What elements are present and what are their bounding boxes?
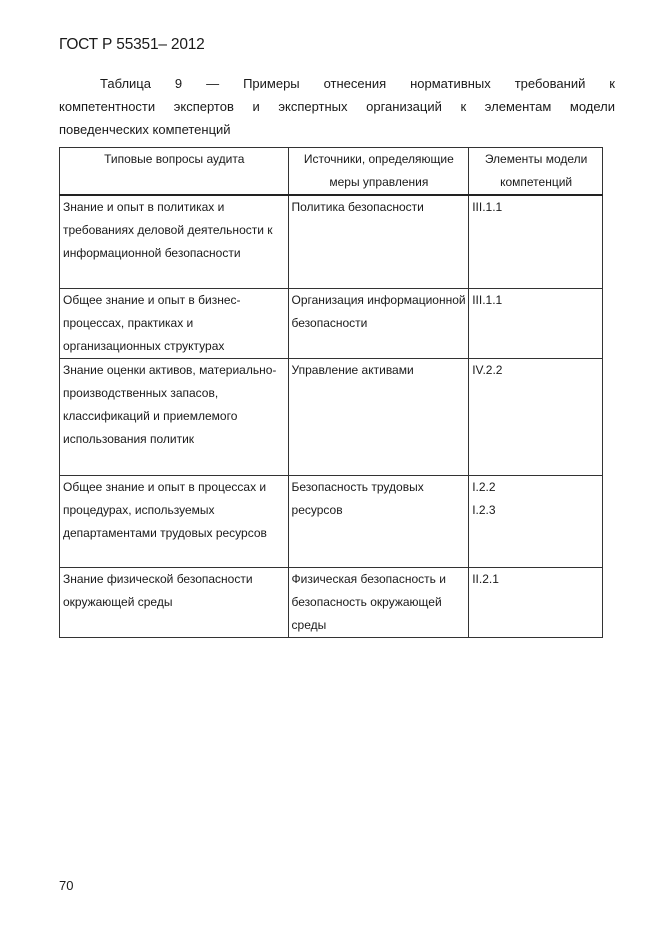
cell-source: Политика безопасности bbox=[288, 195, 469, 288]
table-row bbox=[60, 567, 603, 637]
table-caption bbox=[59, 72, 615, 141]
caption-line-2: компетентности экспертов и экспертных организаций к элементам модели bbox=[59, 99, 615, 114]
element-code: III.1.1 bbox=[472, 292, 503, 307]
column-header-audit-questions: Типовые вопросы аудита bbox=[60, 148, 289, 196]
cell-elements bbox=[469, 567, 603, 637]
document-header: ГОСТ Р 55351– 2012 bbox=[59, 36, 205, 53]
cell-question: Общее знание и опыт в бизнес-процессах, практиках и организационных структурах bbox=[60, 288, 289, 358]
cell-source: Организация информационной безопасности bbox=[288, 288, 469, 358]
cell-elements bbox=[469, 195, 603, 288]
element-code: I.2.2 bbox=[472, 479, 496, 494]
cell-question: Знание физической безопасности окружающей среды bbox=[60, 567, 289, 637]
caption-line-1: Таблица 9 — Примеры отнесения нормативных требований к bbox=[100, 76, 615, 91]
table-row bbox=[60, 475, 603, 567]
cell-elements bbox=[469, 358, 603, 475]
cell-question: Знание оценки активов, материально-производственных запасов, классификаций и приемлемого использования политик bbox=[60, 358, 289, 475]
competence-table bbox=[59, 147, 603, 638]
table-row bbox=[60, 288, 603, 358]
column-header-sources: Источники, определяющие меры управления bbox=[288, 148, 469, 196]
element-code: IV.2.2 bbox=[472, 362, 503, 377]
element-code: III.1.1 bbox=[472, 200, 503, 214]
cell-elements bbox=[469, 288, 603, 358]
cell-question: Общее знание и опыт в процессах и процедурах, используемых департаментами трудовых ресурсов bbox=[60, 475, 289, 567]
element-code: I.2.3 bbox=[472, 502, 496, 517]
cell-source: Управление активами bbox=[288, 358, 469, 475]
caption-line-3: поведенческих компетенций bbox=[59, 122, 231, 137]
cell-source: Физическая безопасность и безопасность окружающей среды bbox=[288, 567, 469, 637]
cell-elements bbox=[469, 475, 603, 567]
table-row bbox=[60, 358, 603, 475]
element-code: II.2.1 bbox=[472, 571, 499, 586]
column-header-model-elements: Элементы модели компетенций bbox=[469, 148, 603, 196]
page-number: 70 bbox=[59, 878, 74, 893]
cell-source: Безопасность трудовых ресурсов bbox=[288, 475, 469, 567]
table-row bbox=[60, 195, 603, 288]
cell-question: Знание и опыт в политиках и требованиях деловой деятельности к информационной безопасности bbox=[60, 195, 289, 288]
table-header-row bbox=[60, 148, 603, 196]
